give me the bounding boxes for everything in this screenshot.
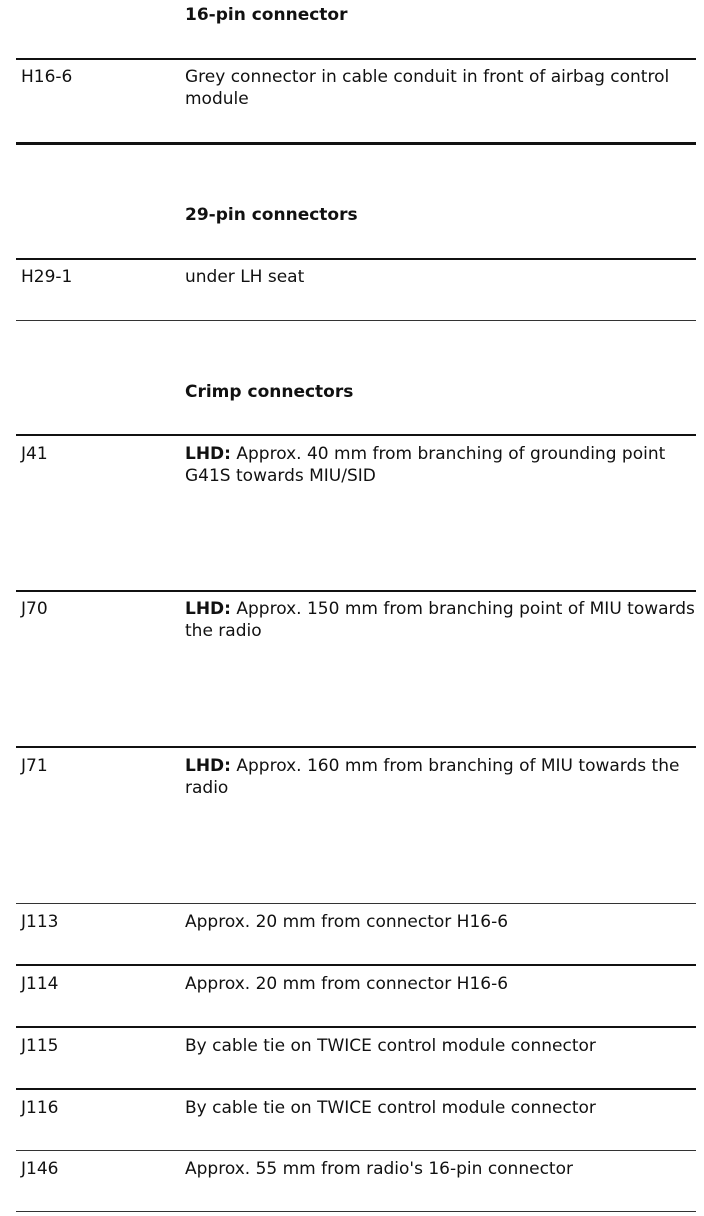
- divider: [16, 258, 696, 260]
- connector-location: under LH seat: [185, 267, 305, 287]
- location-text: Approx. 160 mm from branching of MIU towards the radio: [185, 756, 680, 798]
- section-heading-29-pin: 29-pin connectors: [185, 205, 358, 225]
- connector-location: By cable tie on TWICE control module connector: [185, 1036, 596, 1056]
- connector-location: By cable tie on TWICE control module connector: [185, 1098, 596, 1118]
- connector-code: J116: [21, 1098, 59, 1118]
- location-text: Approx. 150 mm from branching point of MIU towards the radio: [185, 599, 695, 641]
- divider: [16, 1088, 696, 1090]
- connector-location: Approx. 20 mm from connector H16-6: [185, 974, 509, 994]
- divider: [16, 746, 696, 748]
- connector-location: [185, 598, 697, 642]
- connector-code: J41: [21, 444, 48, 464]
- connector-code: J114: [21, 974, 59, 994]
- connector-code: J115: [21, 1036, 59, 1056]
- connector-location: [185, 443, 697, 487]
- location-text: Approx. 40 mm from branching of grounding point G41S towards MIU/SID: [185, 444, 666, 486]
- connector-location: Grey connector in cable conduit in front of airbag control module: [185, 67, 670, 109]
- divider: [16, 590, 696, 592]
- divider: [16, 1026, 696, 1028]
- divider: [16, 58, 696, 60]
- connector-code: H16-6: [21, 67, 73, 87]
- lhd-label: LHD:: [185, 756, 231, 776]
- divider: [16, 964, 696, 966]
- connector-location: [185, 755, 697, 799]
- connector-location: Approx. 55 mm from radio's 16-pin connector: [185, 1159, 573, 1179]
- divider: [16, 1150, 696, 1151]
- divider: [16, 903, 696, 904]
- connector-location: Approx. 20 mm from connector H16-6: [185, 912, 509, 932]
- connector-code: J71: [21, 756, 48, 776]
- section-heading-16-pin: 16-pin connector: [185, 5, 348, 25]
- connector-code: H29-1: [21, 267, 73, 287]
- connector-code: J146: [21, 1159, 59, 1179]
- connector-code: J70: [21, 599, 48, 619]
- section-heading-crimp: Crimp connectors: [185, 382, 354, 402]
- connector-code: J113: [21, 912, 59, 932]
- divider: [16, 320, 696, 321]
- divider: [16, 434, 696, 436]
- divider: [16, 142, 696, 145]
- divider: [16, 1211, 696, 1212]
- lhd-label: LHD:: [185, 599, 231, 619]
- lhd-label: LHD:: [185, 444, 231, 464]
